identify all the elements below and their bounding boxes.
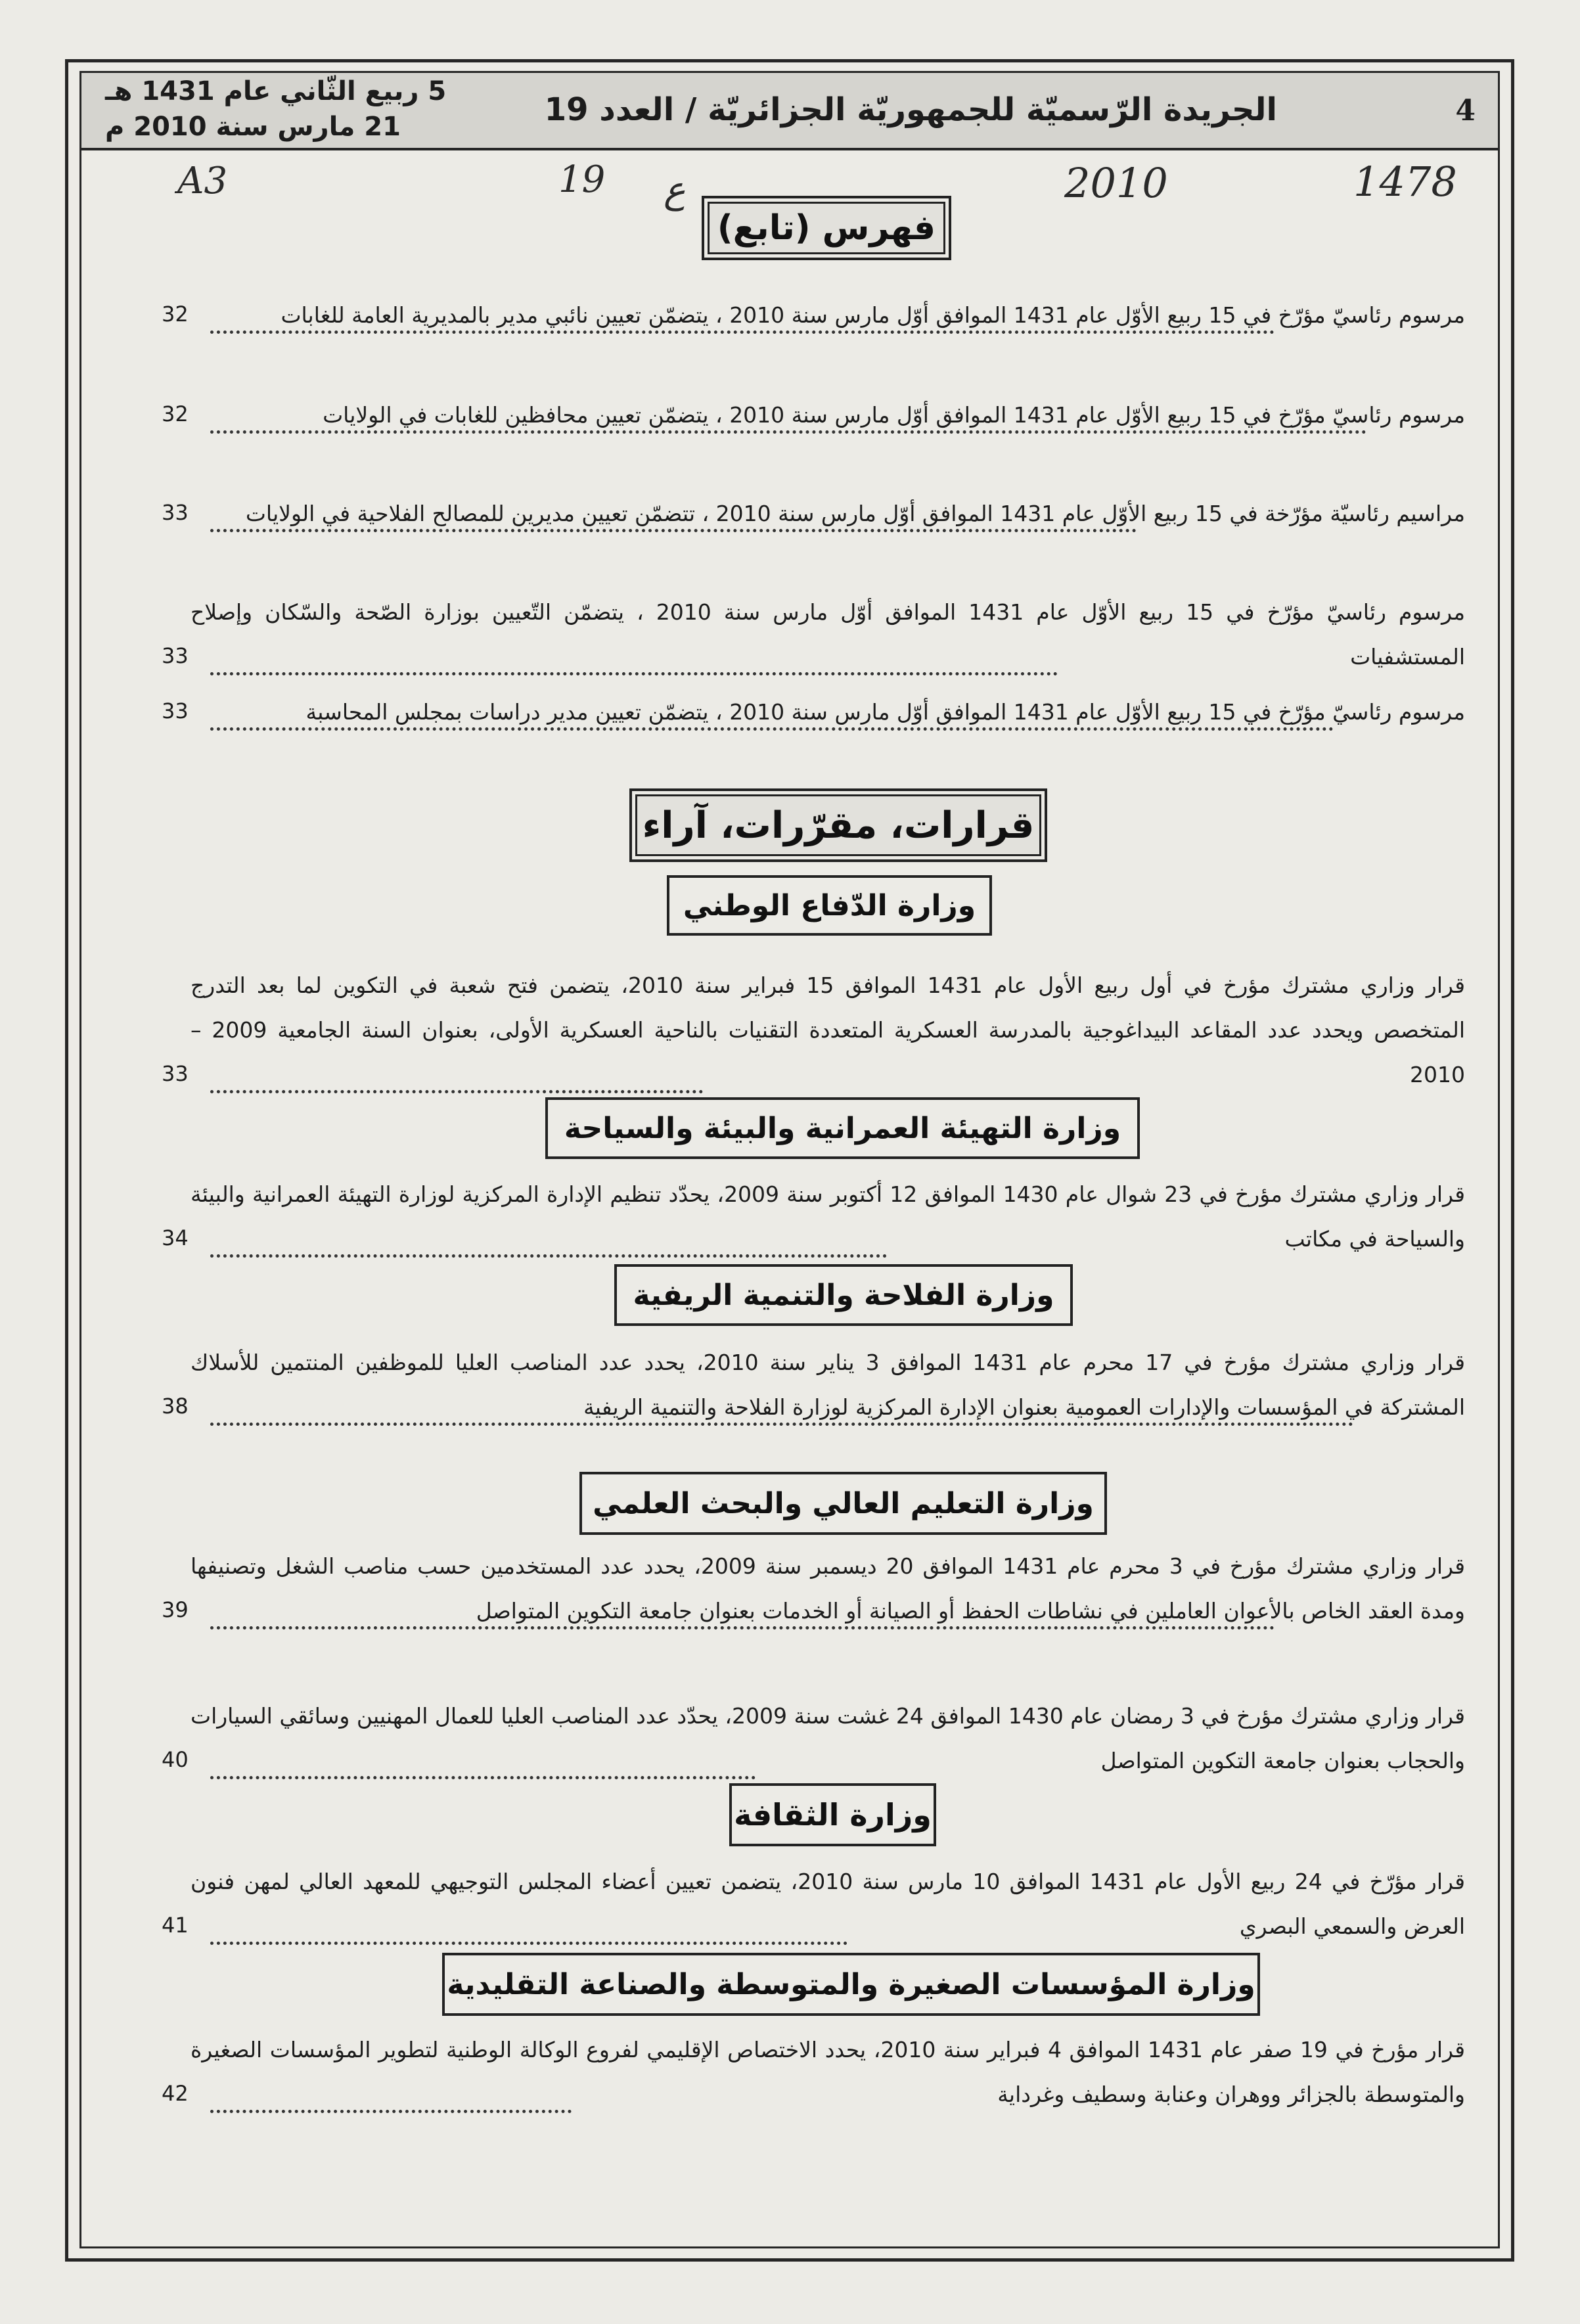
journal-title: الجريدة الرّسميّة للجمهوريّة الجزائريّة / العدد 19	[544, 91, 1277, 128]
entry-page: 33	[162, 500, 189, 525]
ministry-heading-agriculture: وزارة الفلاحة والتنمية الريفية	[614, 1264, 1073, 1326]
hijri-date: 5 ربيع الثّاني عام 1431 هـ	[105, 76, 447, 106]
entry-text: قرار وزاري مشترك مؤرخ في 23 شوال عام 1430 الموافق 12 أكتوبر سنة 2009، يحدّد تنظيم الإدارة المركزية لوزارة التهيئة العمرانية والبيئة والسياحة في مكاتب	[191, 1181, 1465, 1252]
handwritten-a3: A3	[177, 160, 228, 202]
leader-dots	[210, 1942, 847, 1945]
entry-text: مرسوم رئاسيّ مؤرّخ في 15 ربيع الأوّل عام 1431 الموافق أوّل مارس سنة 2010 ، يتضمّن التّعيين بوزارة الصّحة والسّكان وإصلاح المستشفيات	[191, 599, 1466, 670]
leader-dots	[210, 330, 1275, 334]
leader-dots	[210, 1254, 887, 1258]
leader-dots	[210, 529, 1137, 532]
entry-page: 38	[162, 1394, 189, 1419]
entry-page: 33	[162, 1061, 189, 1086]
toc-entry[interactable]	[162, 293, 1465, 338]
entry-text: مرسوم رئاسيّ مؤرّخ في 15 ربيع الأوّل عام 1431 الموافق أوّل مارس سنة 2010 ، يتضمّن تعيين نائبي مدير بالمديرية العامة للغابات	[281, 302, 1465, 328]
entry-page: 42	[162, 2081, 189, 2106]
entry-page: 32	[162, 302, 189, 327]
leader-dots	[210, 727, 1334, 731]
entry-page: 32	[162, 401, 189, 426]
ministry-heading-higher-education: وزارة التعليم العالي والبحث العلمي	[579, 1472, 1107, 1535]
toc-entry[interactable]	[162, 1544, 1465, 1633]
ministry-heading-sme: وزارة المؤسسات الصغيرة والمتوسطة والصناعة التقليدية	[442, 1953, 1260, 2016]
toc-entry[interactable]	[162, 491, 1465, 536]
entry-page: 34	[162, 1225, 189, 1250]
leader-dots	[210, 2110, 572, 2113]
entry-text: قرار وزاري مشترك مؤرخ في 17 محرم عام 1431 الموافق 3 يناير سنة 2010، يحدد عدد المناصب العليا للموظفين المنتمين للأسلاك المشتركة في المؤسسات والإدارات العمومية بعنوان الإدارة المركزية لوزارة الفلاحة والتنمية الريفية	[191, 1350, 1465, 1420]
entry-text: مرسوم رئاسيّ مؤرّخ في 15 ربيع الأوّل عام 1431 الموافق أوّل مارس سنة 2010 ، يتضمّن تعيين محافظين للغابات في الولايات	[323, 402, 1465, 428]
toc-entry[interactable]	[162, 393, 1465, 438]
decisions-title: قرارات، مقرّرات، آراء	[629, 788, 1047, 862]
leader-dots	[210, 672, 1058, 675]
index-title: فهرس (تابع)	[702, 196, 951, 260]
entry-page: 41	[162, 1913, 189, 1938]
handwritten-ain: ع	[664, 169, 686, 212]
entry-page: 39	[162, 1597, 189, 1622]
leader-dots	[210, 1090, 703, 1093]
toc-entry[interactable]	[162, 2028, 1465, 2117]
toc-entry[interactable]	[162, 1859, 1465, 1949]
handwritten-issue-number: 19	[558, 158, 606, 201]
toc-entry[interactable]	[162, 1340, 1465, 1430]
toc-entry[interactable]	[162, 1694, 1465, 1783]
entry-text: قرار وزاري مشترك مؤرخ في 3 محرم عام 1431 الموافق 20 ديسمبر سنة 2009، يحدد عدد المستخدمين حسب مناصب الشغل وتصنيفها ومدة العقد الخاص بالأعوان العاملين في نشاطات الحفظ أو الصيانة أو الخدمات بعنوان جامعة التكوين المتواصل	[191, 1553, 1465, 1624]
ministry-heading-defense: وزارة الدّفاع الوطني	[667, 875, 992, 936]
entry-page: 33	[162, 698, 189, 723]
entry-text: مرسوم رئاسيّ مؤرّخ في 15 ربيع الأوّل عام 1431 الموافق أوّل مارس سنة 2010 ، يتضمّن تعيين مدير دراسات بمجلس المحاسبة	[305, 699, 1465, 725]
toc-entry[interactable]	[162, 590, 1466, 679]
leader-dots	[210, 1423, 1353, 1426]
entry-page: 40	[162, 1747, 189, 1772]
entry-page: 33	[162, 643, 189, 668]
entry-text: قرار مؤرخ في 19 صفر عام 1431 الموافق 4 فبراير سنة 2010، يحدد الاختصاص الإقليمي لفروع الوكالة الوطنية لتطوير المؤسسات الصغيرة والمتوسطة بالجزائر ووهران وعنابة وسطيف وغرداية	[191, 2037, 1465, 2107]
entry-text: قرار مؤرّخ في 24 ربيع الأول عام 1431 الموافق 10 مارس سنة 2010، يتضمن تعيين أعضاء المجلس التوجيهي للمعهد العالي لمهن فنون العرض والسمعي البصري	[191, 1869, 1465, 1939]
leader-dots	[210, 1776, 756, 1779]
gregorian-date: 21 مارس سنة 2010 م	[105, 112, 401, 142]
handwritten-reference: 1478	[1353, 158, 1457, 206]
toc-entry[interactable]	[162, 1172, 1465, 1262]
toc-entry[interactable]	[162, 690, 1465, 735]
toc-entry[interactable]	[162, 963, 1466, 1097]
journal-header	[81, 73, 1498, 150]
entry-text: قرار وزاري مشترك مؤرخ في 3 رمضان عام 1430 الموافق 24 غشت سنة 2009، يحدّد عدد المناصب العليا للعمال المهنيين وسائقي السيارات والحجاب بعنوان جامعة التكوين المتواصل	[191, 1703, 1465, 1773]
leader-dots	[210, 1626, 1275, 1629]
ministry-heading-planning: وزارة التهيئة العمرانية والبيئة والسياحة	[545, 1097, 1140, 1159]
page-number: 4	[1455, 94, 1476, 127]
ministry-heading-culture: وزارة الثقافة	[729, 1783, 936, 1846]
entry-text: قرار وزاري مشترك مؤرخ في أول ربيع الأول عام 1431 الموافق 15 فبراير سنة 2010، يتضمن فتح شعبة في التكوين لما بعد التدرج المتخصص ويحدد عدد المقاعد البيداغوجية بالمدرسة العسكرية المتعددة التقنيات بالناحية العسكرية الأولى، بعنوان السنة الجامعية 2009 – 2010	[191, 972, 1466, 1087]
handwritten-year: 2010	[1064, 159, 1168, 207]
leader-dots	[210, 430, 1366, 434]
entry-text: مراسيم رئاسيّة مؤرّخة في 15 ربيع الأوّل عام 1431 الموافق أوّل مارس سنة 2010 ، تتضمّن تعيين مديرين للمصالح الفلاحية في الولايات	[245, 501, 1465, 526]
